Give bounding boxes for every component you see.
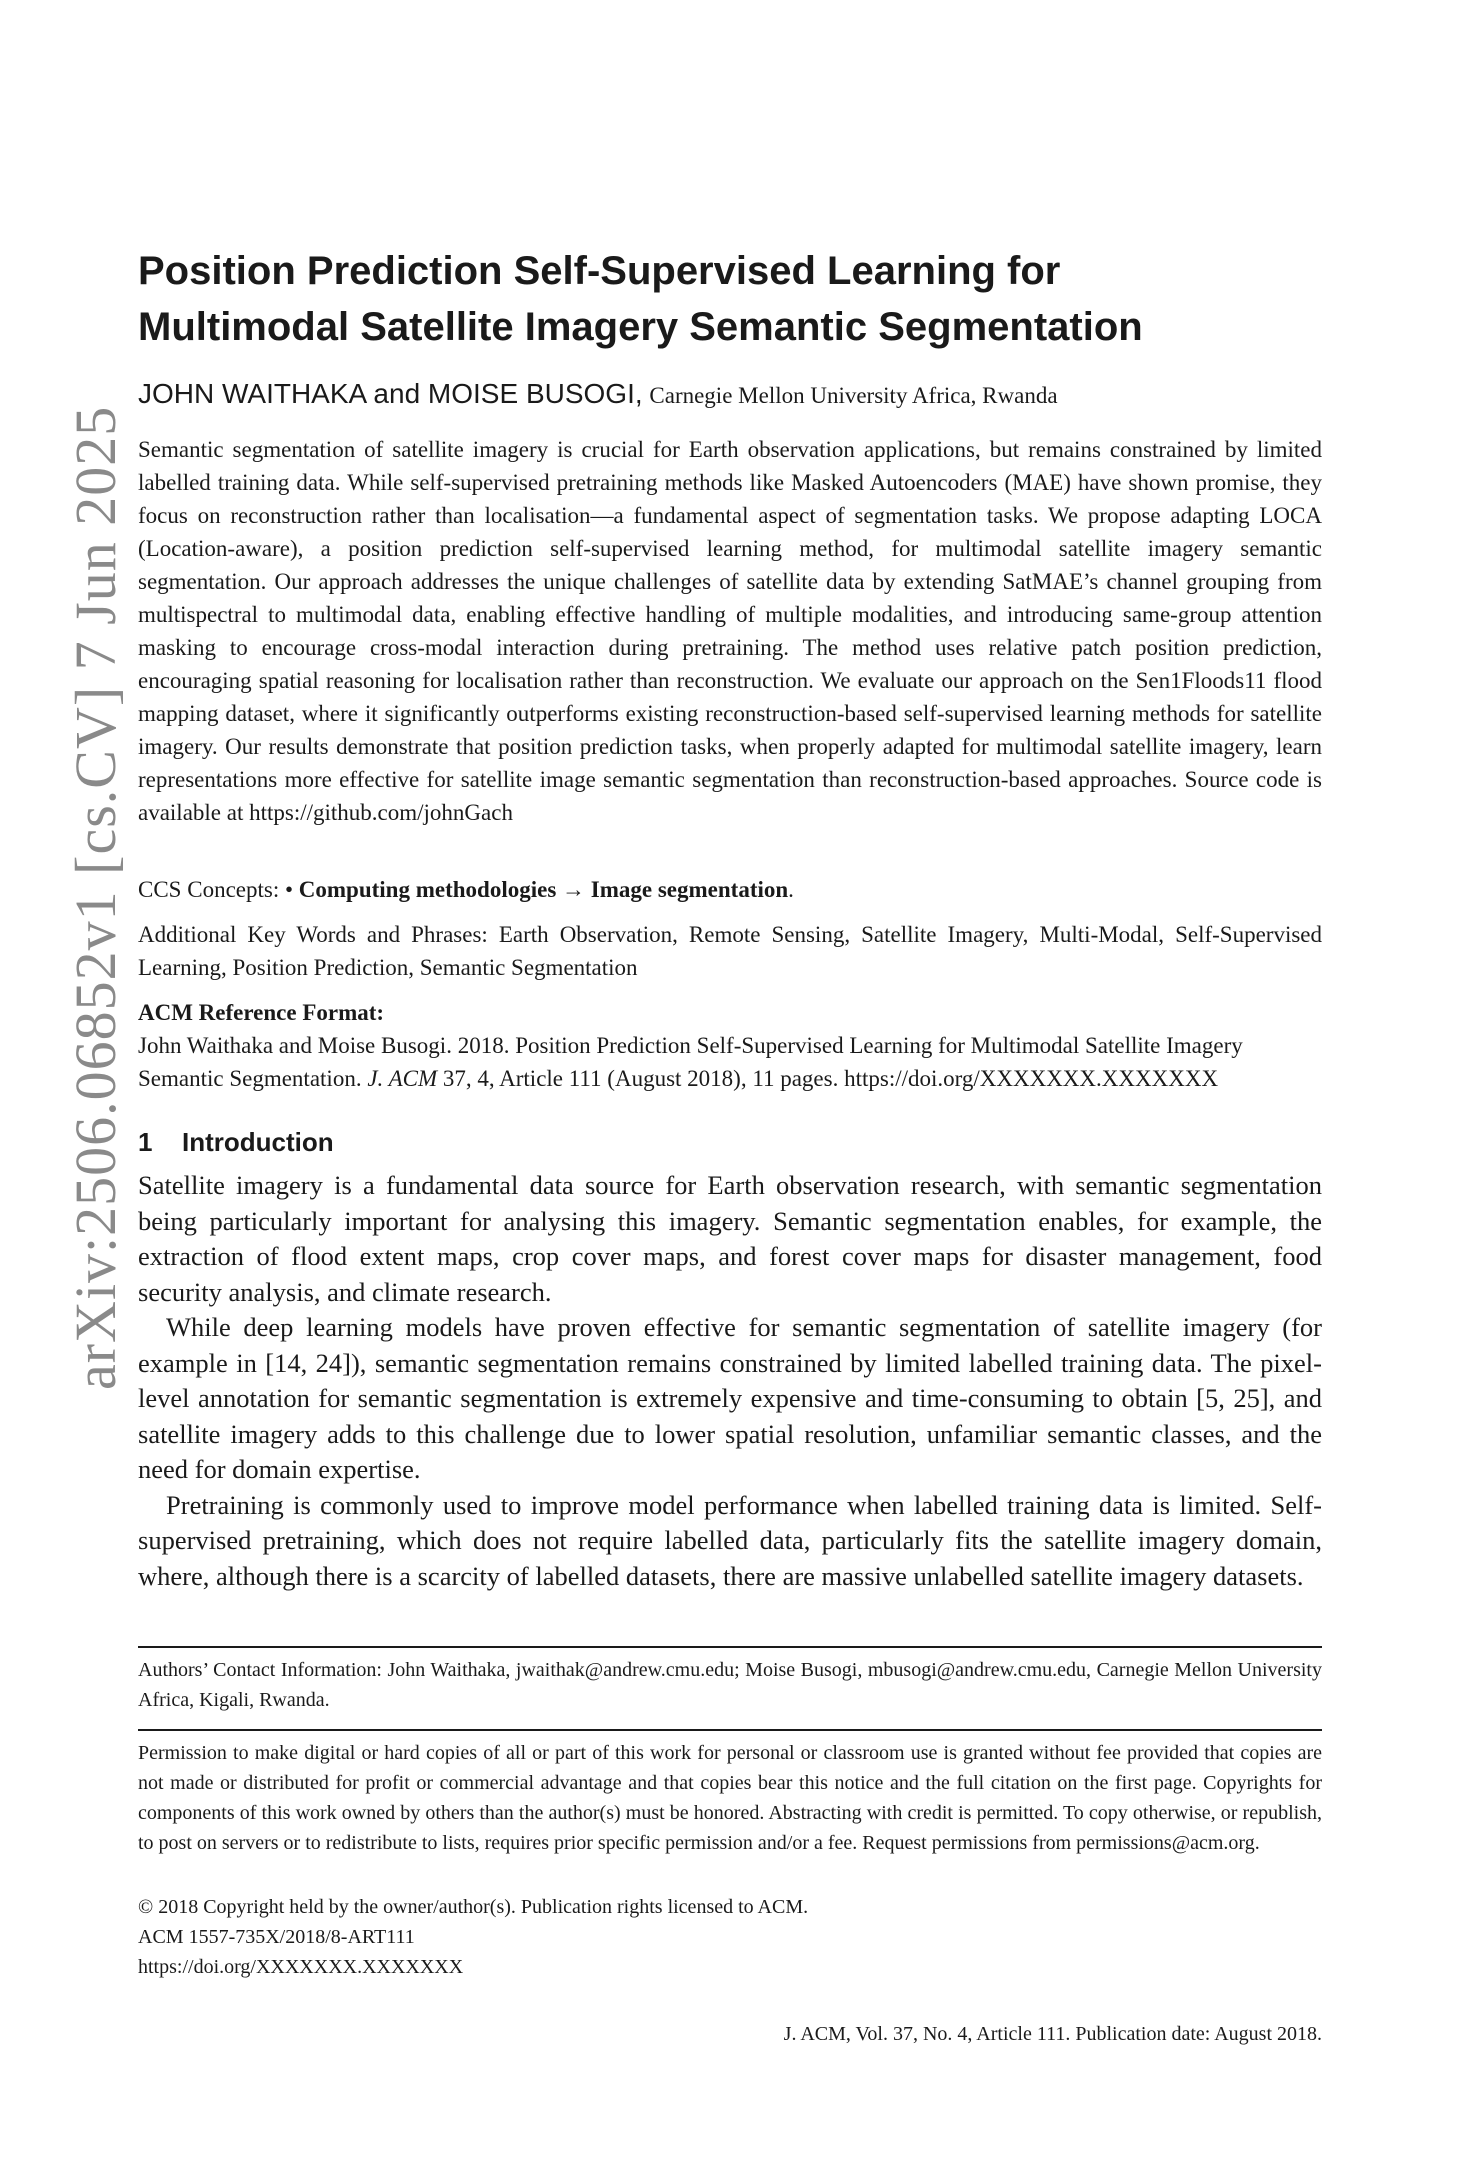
permission-notice: Permission to make digital or hard copies of all or part of this work for personal or classroom use is granted without fee provided that copies are not made or distributed for profit or commercial advantage and that copies bear this notice and the full citation on the first page. Copyrights for components of this work owned by others than the author(s) must be honored. Abstracting with credit is permitted. To copy otherwise, or republish, to post on servers or to redistribute to lists, requires prior specific permission and/or a fee. Request permissions from permissions@acm.org.: [138, 1742, 1322, 1854]
ccs-label: CCS Concepts:: [138, 877, 280, 902]
section-heading-introduction: [138, 1124, 334, 1160]
keywords: Additional Key Words and Phrases: Earth Observation, Remote Sensing, Satellite Imagery, Multi-Modal, Self-Supervised Learning, Position Prediction, Semantic Segmentation: [138, 922, 1322, 980]
intro-paragraph: While deep learning models have proven effective for semantic segmentation of satellite imagery (for example in [14, 24]), semantic segmentation remains constrained by limited labelled training data. The pixel-level annotation for semantic segmentation is extremely expensive and time-consuming to obtain [5, 25], and satellite imagery adds to this challenge due to lower spatial resolution, unfamiliar semantic classes, and the need for domain expertise.: [138, 1312, 1322, 1484]
authors-contact-information: Authors’ Contact Information: John Waithaka, jwaithak@andrew.cmu.edu; Moise Busogi, mbusogi@andrew.cmu.edu, Carnegie Mellon University Africa, Kigali, Rwanda.: [138, 1659, 1322, 1711]
footnote-divider: [138, 1646, 1322, 1648]
acm-reference-journal: J. ACM: [367, 1066, 438, 1091]
permission-divider: [138, 1729, 1322, 1731]
abstract: Semantic segmentation of satellite imagery is crucial for Earth observation applications, but remains constrained by limited labelled training data. While self-supervised pretraining methods like Masked Autoencoders (MAE) have shown promise, they focus on reconstruction rather than localisation—a fundamental aspect of segmentation tasks. We propose adapting LOCA (Location-aware), a position prediction self-supervised learning method, for multimodal satellite imagery semantic segmentation. Our approach addresses the unique challenges of satellite data by extending SatMAE’s channel grouping from multispectral to multimodal data, enabling effective handling of multiple modalities, and introducing same-group attention masking to encourage cross-modal interaction during pretraining. The method uses relative patch position prediction, encouraging spatial reasoning for localisation rather than reconstruction. We evaluate our approach on the Sen1Floods11 flood mapping dataset, where it significantly outperforms existing reconstruction-based self-supervised learning methods for satellite imagery. Our results demonstrate that position prediction tasks, when properly adapted for multimodal satellite imagery, learn representations more effective for satellite image semantic segmentation than reconstruction-based approaches. Source code is available at https://github.com/johnGach: [138, 437, 1322, 825]
introduction-body: [138, 1168, 1322, 1594]
ccs-end: .: [788, 877, 794, 902]
page-footer: J. ACM, Vol. 37, No. 4, Article 111. Publication date: August 2018.: [783, 2023, 1322, 2045]
author-line: [138, 374, 1322, 416]
issn-line: ACM 1557-735X/2018/8-ART111: [138, 1926, 415, 1948]
ccs-concept: Computing methodologies → Image segmentation: [298, 877, 789, 902]
intro-paragraph: Pretraining is commonly used to improve model performance when labelled training data is limited. Self-supervised pretraining, which does not require labelled data, particularly fits the satellite imagery domain, where, although there is a scarcity of labelled datasets, there are massive unlabelled satellite imagery datasets.: [138, 1489, 1322, 1591]
intro-paragraph: Satellite imagery is a fundamental data source for Earth observation research, with semantic segmentation being particularly important for analysing this imagery. Semantic segmentation enables, for example, the extraction of flood extent maps, crop cover maps, and forest cover maps for disaster management, food security analysis, and climate research.: [138, 1170, 1322, 1307]
acm-reference-format: [138, 996, 1322, 1095]
paper-title: [138, 243, 1322, 355]
title-line-2: Multimodal Satellite Imagery Semantic Segmentation: [138, 305, 1143, 349]
doi-line: https://doi.org/XXXXXXX.XXXXXXX: [138, 1956, 464, 1978]
author-affiliation: Carnegie Mellon University Africa, Rwanda: [649, 383, 1058, 408]
title-line-1: Position Prediction Self-Supervised Learning for: [138, 249, 1061, 293]
ccs-concepts: [138, 873, 1322, 906]
ccs-bullet: •: [284, 877, 294, 902]
acm-reference-heading: ACM Reference Format:: [138, 1000, 385, 1025]
copyright-block: [138, 1892, 1322, 1982]
section-number: 1: [138, 1127, 153, 1157]
copyright-line: © 2018 Copyright held by the owner/author(s). Publication rights licensed to ACM.: [138, 1896, 809, 1918]
arxiv-identifier-stamp: arXiv:2506.06852v1 [cs.CV] 7 Jun 2025: [63, 405, 128, 1390]
acm-reference-text-2: 37, 4, Article 111 (August 2018), 11 pages. https://doi.org/XXXXXXX.XXXXXXX: [437, 1066, 1219, 1091]
section-title: Introduction: [182, 1127, 334, 1157]
author-names: JOHN WAITHAKA and MOISE BUSOGI,: [138, 378, 643, 409]
acm-reference-text-1: John Waithaka and Moise Busogi. 2018. Position Prediction Self-Supervised Learning for Multimodal Satellite Imagery Semantic Segmentation.: [138, 1033, 1243, 1091]
